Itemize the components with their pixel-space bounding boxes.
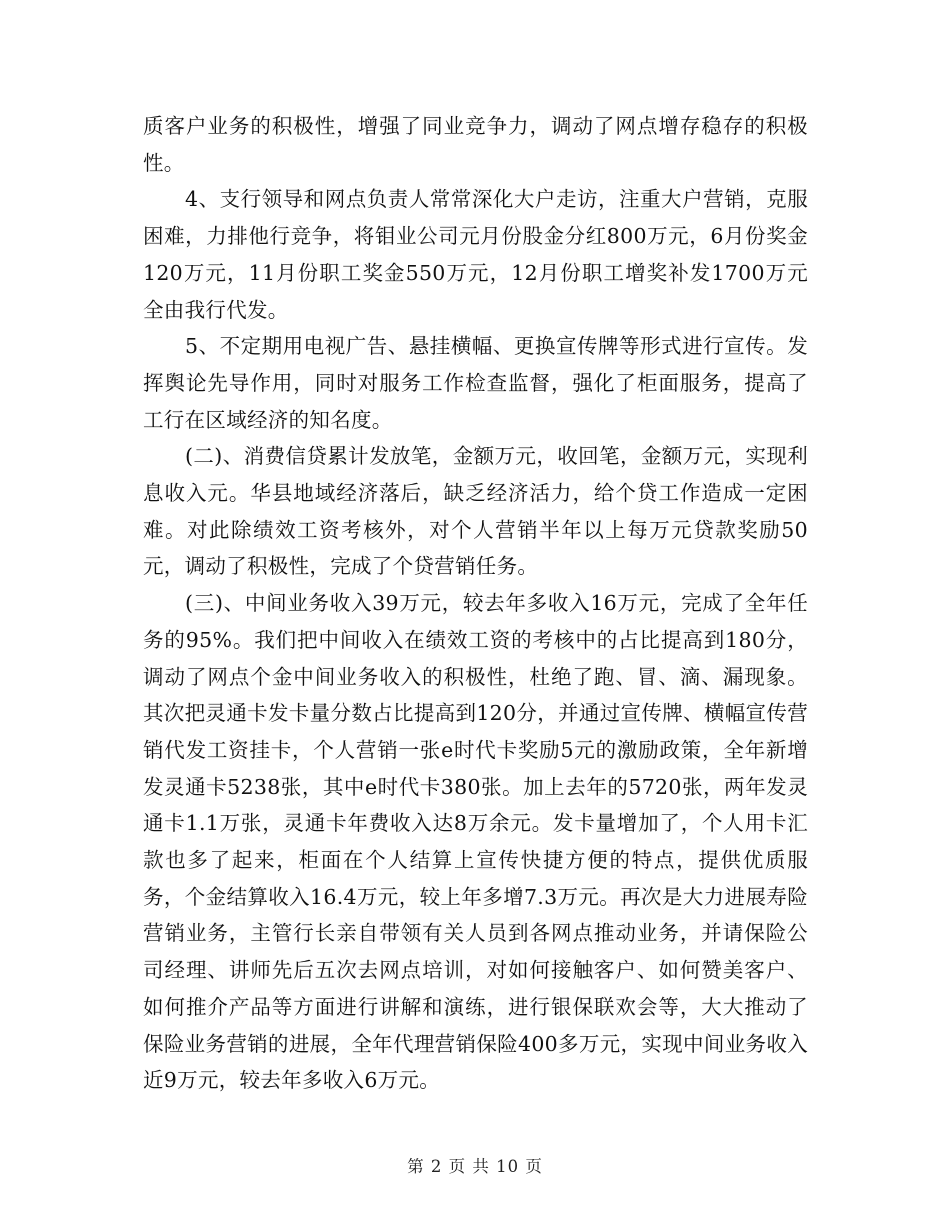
paragraph-section-2: (二)、消费信贷累计发放笔，金额万元，收回笔，金额万元，实现利息收入元。华县地域经济落后，缺乏经济活力，给个贷工作造成一定困难。对此除绩效工资考核外，对个人营销半年以上每万元贷款奖励50元，调动了积极性，完成了个贷营销任务。 (143, 444, 808, 579)
paragraph-section-3: (三)、中间业务收入39万元，较去年多收入16万元，完成了全年任务的95%。我们把中间收入在绩效工资的考核中的占比提高到180分，调动了网点个金中间业务收入的积极性，杜绝了跑、冒、滴、漏现象。其次把灵通卡发卡量分数占比提高到120分，并通过宣传牌、横幅宣传营销代发工资挂卡，个人营销一张e时代卡奖励5元的激励政策，全年新增发灵通卡5238张，其中e时代卡380张。加上去年的5720张，两年发灵通卡1.1万张，灵通卡年费收入达8万余元。发卡量增加了，个人用卡汇款也多了起来，柜面在个人结算上宣传快捷方便的特点，提供优质服务，个金结算收入16.4万元，较上年多增7.3万元。再次是大力进展寿险营销业务，主管行长亲自带领有关人员到各网点推动业务，并请保险公司经理、讲师先后五次去网点培训，对如何接触客户、如何赞美客户、如何推介产品等方面进行讲解和演练，进行银保联欢会等，大大推动了保险业务营销的进展，全年代理营销保险400多万元，实现中间业务收入近9万元，较去年多收入6万元。 (143, 591, 808, 1093)
paragraph-item-5: 5、不定期用电视广告、悬挂横幅、更换宣传牌等形式进行宣传。发挥舆论先导作用，同时对服务工作检查监督，强化了柜面服务，提高了工行在区域经济的知名度。 (143, 334, 808, 432)
document-body (143, 108, 808, 1099)
page-number-footer: 第 2 页 共 10 页 (407, 1157, 543, 1176)
paragraph-continuation: 质客户业务的积极性，增强了同业竞争力，调动了网点增存稳存的积极性。 (143, 114, 808, 175)
paragraph-item-4: 4、支行领导和网点负责人常常深化大户走访，注重大户营销，克服困难，力排他行竞争，将钼业公司元月份股金分红800万元，6月份奖金120万元，11月份职工奖金550万元，12月份职工增奖补发1700万元全由我行代发。 (143, 187, 808, 322)
